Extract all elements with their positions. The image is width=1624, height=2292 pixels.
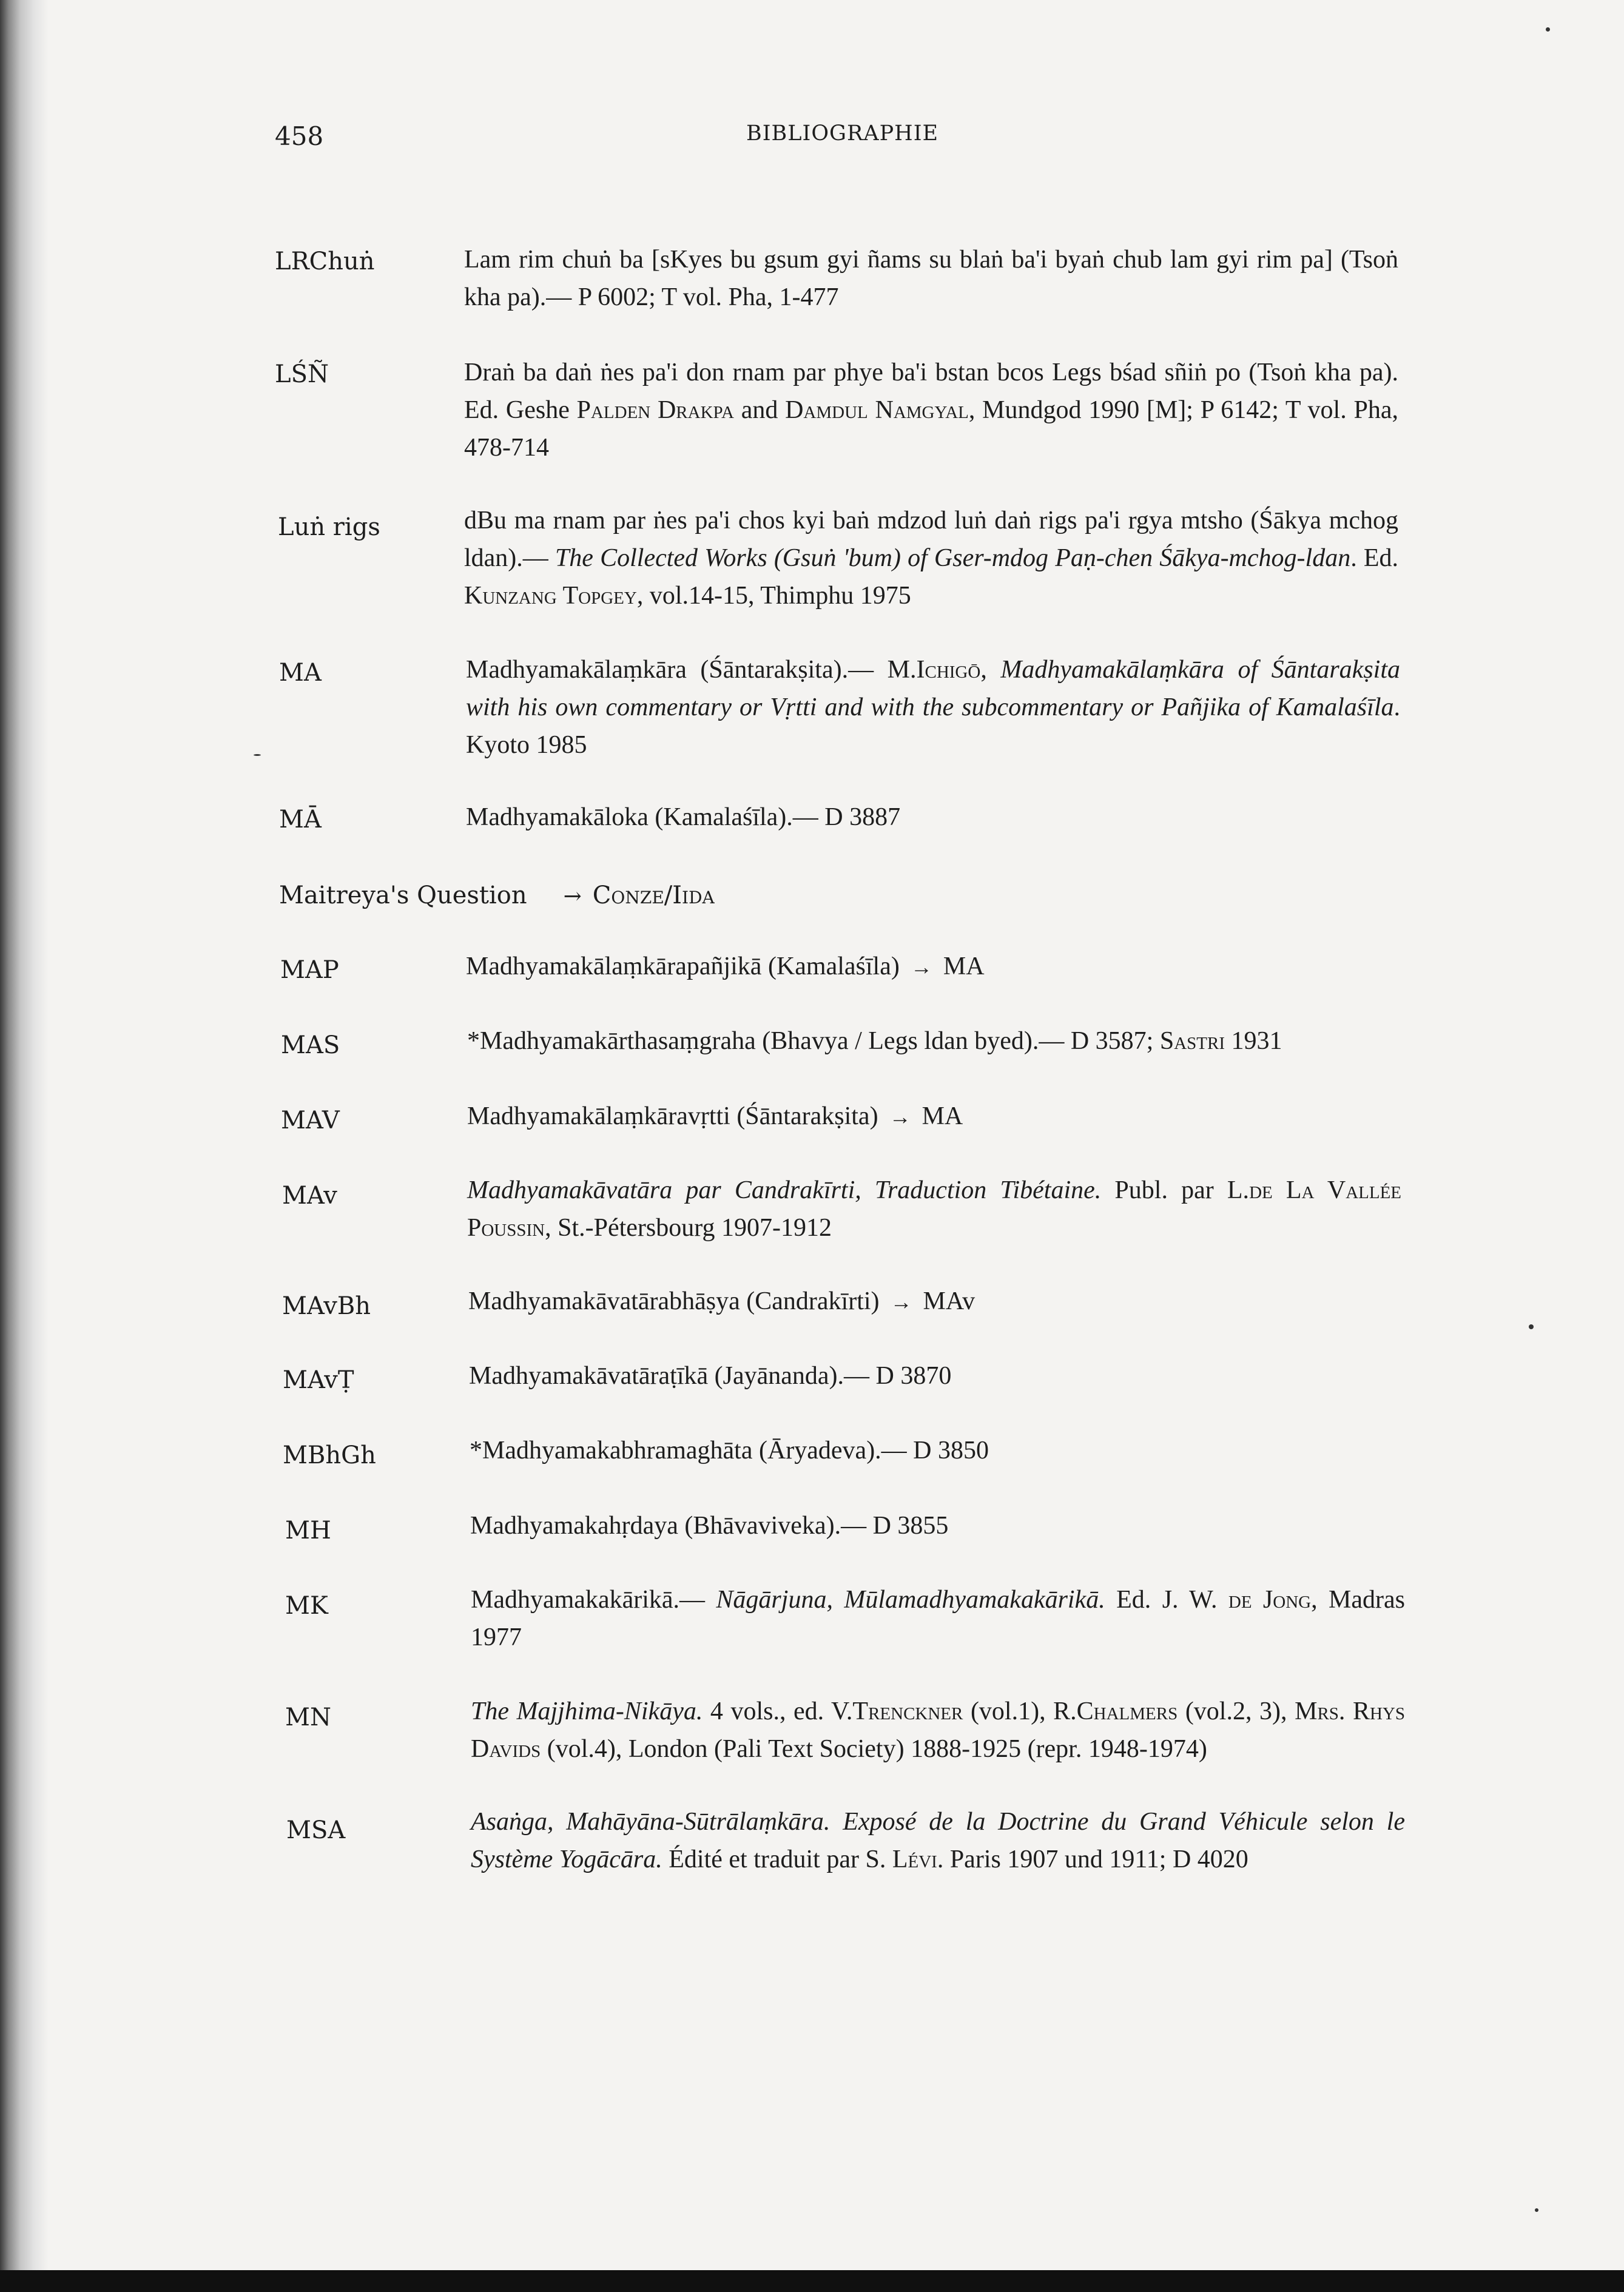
entry-abbr: MBhGh: [283, 1441, 376, 1469]
entry-text: Madhyamakakārikā.— Nāgārjuna, Mūlamadhyamakakārikā. Ed. J. W. de Jong, Madras 1977: [471, 1586, 1405, 1651]
entry-abbr: MAS: [281, 1031, 340, 1059]
entry-text: Asaṅga, Mahāyāna-Sūtrālaṃkāra. Exposé de la Doctrine du Grand Véhicule selon le Système Yogācāra. Édité et traduit par S. Lévi. Paris 1907 und 1911; D 4020: [471, 1808, 1405, 1873]
page-number: 458: [275, 121, 324, 151]
scan-speck: [1535, 2208, 1538, 2212]
scan-speck: [254, 754, 261, 756]
scan-bottom-edge: [0, 2270, 1624, 2292]
entry-abbr: MAvṬ: [283, 1366, 354, 1394]
entry-abbr: MA: [279, 659, 322, 687]
scan-speck: [1546, 27, 1550, 32]
entry-text: Madhyamakāvatārabhāṣya (Candrakīrti) → MAv: [468, 1287, 975, 1315]
entry-text: Madhyamakāloka (Kamalaśīla).— D 3887: [466, 803, 901, 831]
entry-abbr: MĀ: [279, 806, 322, 834]
entry-abbr: MAV: [281, 1107, 340, 1134]
entry-text: Madhyamakālaṃkārapañjikā (Kamalaśīla) → MA: [466, 952, 985, 980]
entry-abbr: MN: [285, 1704, 331, 1731]
entry-abbr: MK: [285, 1592, 328, 1620]
scan-speck: [1529, 1324, 1534, 1329]
entry-abbr: MAvBh: [282, 1292, 371, 1320]
entry-text: dBu ma rnam par ṅes pa'i chos kyi baṅ mdzod luṅ daṅ rigs pa'i rgya mtsho (Śākya mchog ldan).— The Collected Works (Gsuṅ 'bum) of Gser-mdog Paṇ-chen Śākya-mchog-ldan. Ed. Kunzang Topgey, vol.14-15, Thimphu 1975: [464, 507, 1399, 610]
entry-abbr: MH: [285, 1517, 331, 1545]
entry-abbr: Luṅ rigs: [278, 513, 380, 541]
entry-text: Madhyamakālaṃkāravṛtti (Śāntarakṣita) → MA: [467, 1102, 963, 1130]
entry-abbr: MAP: [280, 956, 339, 984]
entry-text: *Madhyamakabhramaghāta (Āryadeva).— D 3850: [470, 1437, 989, 1465]
entry-text: Madhyamakahṛdaya (Bhāvaviveka).— D 3855: [470, 1512, 949, 1540]
book-binding-shadow: [0, 0, 49, 2292]
entry-abbr: MSA: [286, 1816, 346, 1844]
running-head: BIBLIOGRAPHIE: [746, 121, 939, 146]
entry-text: Madhyamakāvatāraṭīkā (Jayānanda).— D 3870: [469, 1362, 952, 1390]
entry-text: *Madhyamakārthasaṃgraha (Bhavya / Legs ldan byed).— D 3587; Sastri 1931: [467, 1027, 1282, 1055]
entry-text: Madhyamakālaṃkāra (Śāntarakṣita).— M.Ichigō, Madhyamakālaṃkāra of Śāntarakṣita with his own commentary or Vṛtti and with the subcommentary or Pañjika of Kamalaśīla. Kyoto 1985: [466, 656, 1400, 759]
entry-text: Lam rim chuṅ ba [sKyes bu gsum gyi ñams su blaṅ ba'i byaṅ chub lam gyi rim pa] (Tsoṅ kha pa).— P 6002; T vol. Pha, 1-477: [464, 246, 1398, 311]
entry-cross-reference: Maitreya's Question → Conze/Iida: [279, 881, 715, 909]
entry-abbr: LŚÑ: [275, 360, 329, 388]
entry-abbr: LRChuṅ: [275, 248, 375, 275]
entry-text: Draṅ ba daṅ ṅes pa'i don rnam par phye ba'i bstan bcos Legs bśad sñiṅ po (Tsoṅ kha pa). Ed. Geshe Palden Drakpa and Damdul Namgyal, Mundgod 1990 [M]; P 6142; T vol. Pha, 478-714: [464, 359, 1398, 462]
entry-text: The Majjhima-Nikāya. 4 vols., ed. V.Trenckner (vol.1), R.Chalmers (vol.2, 3), Mrs. Rhys Davids (vol.4), London (Pali Text Society) 1888-1925 (repr. 1948-1974): [471, 1697, 1405, 1763]
entry-text: Madhyamakāvatāra par Candrakīrti, Traduction Tibétaine. Publ. par L.de La Vallée Poussin, St.-Pétersbourg 1907-1912: [467, 1176, 1401, 1242]
entry-abbr: MAv: [282, 1182, 337, 1210]
